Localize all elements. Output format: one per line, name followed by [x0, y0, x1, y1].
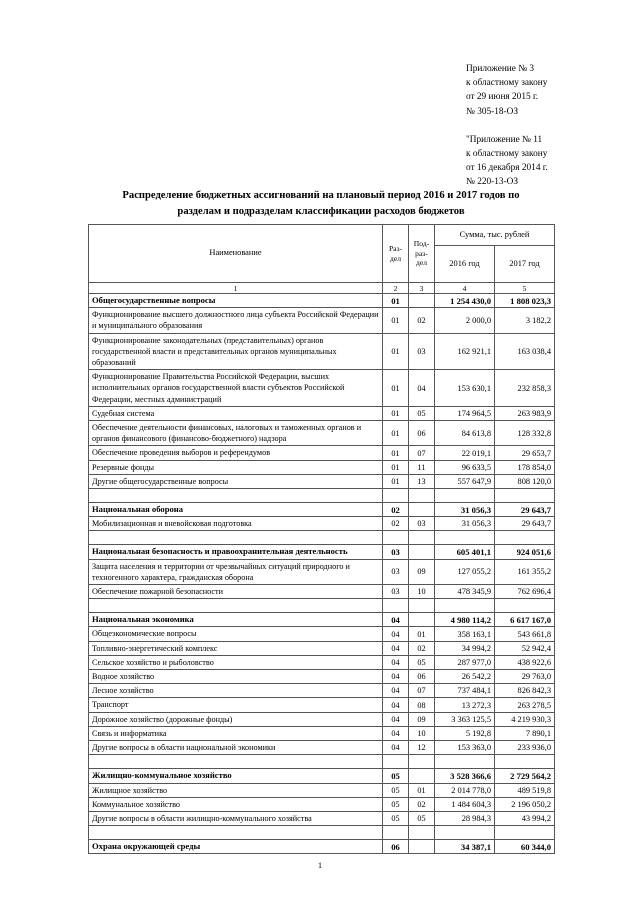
table-row — [89, 370, 555, 407]
cell-podrazdel: 09 — [409, 559, 435, 584]
cell-razdel: 01 — [383, 308, 409, 333]
cell-razdel: 01 — [383, 460, 409, 474]
cell-value-2016: 34 994,2 — [435, 641, 495, 655]
cell-value-2017: 2 729 564,2 — [495, 769, 555, 783]
cell-razdel: 04 — [383, 627, 409, 641]
column-header-podrazdel — [409, 225, 435, 283]
table-row — [89, 783, 555, 797]
cell-value-2017 — [495, 826, 555, 840]
cell-value-2017: 29 643,7 — [495, 503, 555, 517]
cell-value-2017: 163 038,4 — [495, 333, 555, 370]
cell-name: Обеспечение проведения выборов и референдумов — [89, 446, 383, 460]
cell-podrazdel — [409, 826, 435, 840]
cell-podrazdel — [409, 545, 435, 559]
cell-name: Обеспечение пожарной безопасности — [89, 585, 383, 599]
cell-razdel: 04 — [383, 670, 409, 684]
column-header-name: Наименование — [89, 225, 383, 283]
appendix-line: от 16 декабря 2014 г. — [466, 163, 548, 174]
table-row — [89, 811, 555, 825]
cell-value-2016: 2 014 778,0 — [435, 783, 495, 797]
page-title-line-2: разделам и подразделам классификации расходов бюджетов — [177, 206, 465, 217]
cell-name: Другие общегосударственные вопросы — [89, 474, 383, 488]
cell-name: Топливно-энергетический комплекс — [89, 641, 383, 655]
table-row-section — [89, 294, 555, 308]
cell-value-2016: 153 363,0 — [435, 741, 495, 755]
cell-name: Связь и информатика — [89, 726, 383, 740]
cell-value-2017 — [495, 531, 555, 545]
cell-name: Обеспечение деятельности финансовых, налоговых и таможенных органов и органов финансового (финансово-бюджетного) надзора — [89, 421, 383, 446]
appendix-line: к областному закону — [466, 149, 548, 160]
cell-razdel: 01 — [383, 370, 409, 407]
cell-podrazdel: 09 — [409, 712, 435, 726]
cell-podrazdel: 04 — [409, 370, 435, 407]
cell-razdel — [383, 755, 409, 769]
table-row — [89, 406, 555, 420]
cell-value-2016: 96 633,5 — [435, 460, 495, 474]
cell-value-2017: 29 643,7 — [495, 517, 555, 531]
appendix-line: № 305-18-ОЗ — [466, 106, 518, 117]
cell-podrazdel: 10 — [409, 726, 435, 740]
cell-name: Функционирование Правительства Российской Федерации, высших исполнительных органов государственной власти субъектов Российской Федерации, местных администраций — [89, 370, 383, 407]
cell-name — [89, 755, 383, 769]
cell-value-2017 — [495, 599, 555, 613]
cell-razdel: 05 — [383, 797, 409, 811]
cell-podrazdel: 08 — [409, 698, 435, 712]
cell-podrazdel — [409, 531, 435, 545]
cell-razdel: 04 — [383, 741, 409, 755]
cell-podrazdel: 13 — [409, 474, 435, 488]
podrazdel-line-3: дел — [415, 258, 428, 268]
cell-podrazdel: 07 — [409, 684, 435, 698]
cell-value-2017: 7 890,1 — [495, 726, 555, 740]
table-row-spacer — [89, 531, 555, 545]
cell-name: Судебная система — [89, 406, 383, 420]
cell-value-2016: 1 254 430,0 — [435, 294, 495, 308]
cell-podrazdel: 02 — [409, 641, 435, 655]
column-number-row — [89, 283, 555, 294]
cell-value-2017: 29 653,7 — [495, 446, 555, 460]
cell-value-2016: 3 363 125,5 — [435, 712, 495, 726]
cell-name: Мобилизационная и вневойсковая подготовка — [89, 517, 383, 531]
cell-name: Водное хозяйство — [89, 670, 383, 684]
table-row — [89, 460, 555, 474]
podrazdel-line-1: Под- — [413, 239, 430, 249]
cell-value-2016: 34 387,1 — [435, 840, 495, 854]
cell-razdel: 02 — [383, 503, 409, 517]
cell-razdel: 01 — [383, 333, 409, 370]
cell-name: Коммунальное хозяйство — [89, 797, 383, 811]
cell-name: Общеэкономические вопросы — [89, 627, 383, 641]
cell-name: Дорожное хозяйство (дорожные фонды) — [89, 712, 383, 726]
cell-value-2017: 808 120,0 — [495, 474, 555, 488]
cell-value-2017: 543 661,8 — [495, 627, 555, 641]
table-row — [89, 333, 555, 370]
cell-value-2017: 4 219 930,3 — [495, 712, 555, 726]
appendix-line: Приложение № 3 — [466, 64, 535, 74]
cell-value-2017 — [495, 489, 555, 503]
cell-value-2017: 826 842,3 — [495, 684, 555, 698]
razdel-line-2: дел — [389, 253, 402, 263]
cell-value-2017: 263 983,9 — [495, 406, 555, 420]
cell-razdel: 01 — [383, 406, 409, 420]
cell-value-2017: 178 854,0 — [495, 460, 555, 474]
table-row — [89, 670, 555, 684]
table-row — [89, 559, 555, 584]
column-number-1: 1 — [89, 283, 383, 294]
cell-value-2017: 161 355,2 — [495, 559, 555, 584]
cell-value-2016: 358 163,1 — [435, 627, 495, 641]
table-row-section — [89, 840, 555, 854]
cell-name: Функционирование высшего должностного лица субъекта Российской Федерации и муниципального образования — [89, 308, 383, 333]
column-header-year-2016: 2016 год — [435, 246, 495, 283]
cell-value-2016: 26 542,2 — [435, 670, 495, 684]
table-row — [89, 726, 555, 740]
cell-razdel: 03 — [383, 559, 409, 584]
cell-podrazdel: 12 — [409, 741, 435, 755]
cell-podrazdel — [409, 599, 435, 613]
cell-razdel — [383, 531, 409, 545]
cell-razdel — [383, 489, 409, 503]
cell-podrazdel: 05 — [409, 811, 435, 825]
cell-value-2016: 13 272,3 — [435, 698, 495, 712]
cell-value-2017 — [495, 755, 555, 769]
cell-value-2016: 127 055,2 — [435, 559, 495, 584]
cell-value-2017: 3 182,2 — [495, 308, 555, 333]
table-header — [89, 225, 555, 294]
table-row — [89, 308, 555, 333]
cell-razdel — [383, 599, 409, 613]
cell-value-2016: 1 484 604,3 — [435, 797, 495, 811]
cell-podrazdel: 02 — [409, 308, 435, 333]
cell-value-2016: 5 192,8 — [435, 726, 495, 740]
column-header-sum: Сумма, тыс. рублей — [435, 225, 555, 246]
cell-value-2016: 31 056,3 — [435, 517, 495, 531]
table-row — [89, 517, 555, 531]
table-row-section — [89, 613, 555, 627]
cell-value-2016 — [435, 826, 495, 840]
table-row — [89, 698, 555, 712]
cell-razdel: 04 — [383, 698, 409, 712]
cell-podrazdel: 06 — [409, 670, 435, 684]
razdel-line-1: Раз- — [388, 244, 403, 254]
cell-name: Национальная безопасность и правоохранительная деятельность — [89, 545, 383, 559]
table-row-spacer — [89, 826, 555, 840]
cell-value-2017: 762 696,4 — [495, 585, 555, 599]
appendix-line: "Приложение № 11 — [466, 134, 543, 145]
cell-razdel: 05 — [383, 811, 409, 825]
cell-value-2016: 153 630,1 — [435, 370, 495, 407]
cell-name — [89, 826, 383, 840]
table-row — [89, 655, 555, 669]
cell-value-2016: 605 401,1 — [435, 545, 495, 559]
cell-razdel: 03 — [383, 585, 409, 599]
cell-value-2016: 287 977,0 — [435, 655, 495, 669]
cell-name: Общегосударственные вопросы — [89, 294, 383, 308]
cell-value-2016: 4 980 114,2 — [435, 613, 495, 627]
table-body — [89, 294, 555, 854]
cell-podrazdel — [409, 294, 435, 308]
cell-value-2016 — [435, 489, 495, 503]
cell-razdel: 04 — [383, 641, 409, 655]
cell-value-2016: 557 647,9 — [435, 474, 495, 488]
cell-value-2017: 233 936,0 — [495, 741, 555, 755]
table-row — [89, 641, 555, 655]
page-title-line-1: Распределение бюджетных ассигнований на плановый период 2016 и 2017 годов по — [122, 190, 520, 201]
cell-podrazdel: 02 — [409, 797, 435, 811]
cell-podrazdel: 03 — [409, 517, 435, 531]
table-row-spacer — [89, 489, 555, 503]
cell-value-2016: 174 964,5 — [435, 406, 495, 420]
cell-razdel: 04 — [383, 655, 409, 669]
appendix-group-1 — [466, 62, 640, 119]
appendix-reference-block — [466, 62, 640, 190]
podrazdel-line-2: раз- — [415, 248, 428, 258]
cell-name: Жилищно-коммунальное хозяйство — [89, 769, 383, 783]
cell-value-2016 — [435, 531, 495, 545]
cell-podrazdel: 05 — [409, 655, 435, 669]
cell-podrazdel: 07 — [409, 446, 435, 460]
table-row — [89, 474, 555, 488]
cell-value-2016: 737 484,1 — [435, 684, 495, 698]
cell-name: Другие вопросы в области национальной экономики — [89, 741, 383, 755]
table-row — [89, 446, 555, 460]
cell-name: Резервные фонды — [89, 460, 383, 474]
cell-razdel: 01 — [383, 421, 409, 446]
table-row — [89, 797, 555, 811]
page-title — [90, 188, 552, 220]
cell-value-2017: 43 994,2 — [495, 811, 555, 825]
cell-podrazdel: 03 — [409, 333, 435, 370]
cell-podrazdel: 01 — [409, 783, 435, 797]
table-row-spacer — [89, 755, 555, 769]
cell-value-2016 — [435, 755, 495, 769]
cell-razdel: 04 — [383, 613, 409, 627]
cell-podrazdel — [409, 840, 435, 854]
column-number-2: 2 — [383, 283, 409, 294]
cell-name — [89, 599, 383, 613]
cell-value-2016: 2 000,0 — [435, 308, 495, 333]
cell-podrazdel — [409, 769, 435, 783]
table-row — [89, 712, 555, 726]
column-number-4: 4 — [435, 283, 495, 294]
cell-value-2017: 263 278,5 — [495, 698, 555, 712]
cell-value-2017: 52 942,4 — [495, 641, 555, 655]
cell-razdel: 03 — [383, 545, 409, 559]
cell-name: Национальная экономика — [89, 613, 383, 627]
column-number-5: 5 — [495, 283, 555, 294]
column-header-razdel — [383, 225, 409, 283]
cell-name: Лесное хозяйство — [89, 684, 383, 698]
table-row-spacer — [89, 599, 555, 613]
cell-value-2017: 2 196 050,2 — [495, 797, 555, 811]
table-row-section — [89, 503, 555, 517]
cell-name: Другие вопросы в области жилищно-коммунального хозяйства — [89, 811, 383, 825]
column-header-year-2017: 2017 год — [495, 246, 555, 283]
cell-razdel: 04 — [383, 726, 409, 740]
cell-value-2016: 84 613,8 — [435, 421, 495, 446]
cell-razdel: 01 — [383, 446, 409, 460]
cell-podrazdel: 05 — [409, 406, 435, 420]
cell-podrazdel: 06 — [409, 421, 435, 446]
cell-value-2017: 6 617 167,0 — [495, 613, 555, 627]
cell-razdel — [383, 826, 409, 840]
cell-podrazdel: 10 — [409, 585, 435, 599]
cell-razdel: 04 — [383, 684, 409, 698]
cell-name: Функционирование законодательных (представительных) органов государственной власти и представительных органов муниципальных образований — [89, 333, 383, 370]
appendix-group-2 — [466, 133, 640, 190]
budget-table-container — [88, 224, 554, 854]
cell-value-2017: 29 763,0 — [495, 670, 555, 684]
cell-value-2017: 1 808 023,3 — [495, 294, 555, 308]
cell-name: Охрана окружающей среды — [89, 840, 383, 854]
cell-value-2017: 128 332,8 — [495, 421, 555, 446]
cell-value-2016: 478 345,9 — [435, 585, 495, 599]
cell-value-2016: 162 921,1 — [435, 333, 495, 370]
budget-allocation-table — [88, 224, 555, 854]
cell-value-2017: 232 858,3 — [495, 370, 555, 407]
cell-razdel: 01 — [383, 474, 409, 488]
cell-name: Сельское хозяйство и рыболовство — [89, 655, 383, 669]
cell-podrazdel: 01 — [409, 627, 435, 641]
cell-razdel: 04 — [383, 712, 409, 726]
cell-value-2017: 489 519,8 — [495, 783, 555, 797]
appendix-line: № 220-13-ОЗ — [466, 177, 518, 188]
cell-value-2017: 924 051,6 — [495, 545, 555, 559]
cell-value-2017: 438 922,6 — [495, 655, 555, 669]
cell-name: Национальная оборона — [89, 503, 383, 517]
appendix-line: от 29 июня 2015 г. — [466, 92, 539, 103]
cell-podrazdel — [409, 613, 435, 627]
table-row — [89, 585, 555, 599]
table-row-section — [89, 545, 555, 559]
cell-podrazdel: 11 — [409, 460, 435, 474]
table-row — [89, 684, 555, 698]
cell-razdel: 06 — [383, 840, 409, 854]
cell-name: Транспорт — [89, 698, 383, 712]
cell-podrazdel — [409, 503, 435, 517]
cell-value-2017: 60 344,0 — [495, 840, 555, 854]
cell-razdel: 02 — [383, 517, 409, 531]
appendix-line: к областному закону — [466, 78, 548, 89]
cell-value-2016: 3 528 366,6 — [435, 769, 495, 783]
table-row — [89, 627, 555, 641]
cell-value-2016: 28 984,3 — [435, 811, 495, 825]
cell-name — [89, 489, 383, 503]
table-row — [89, 421, 555, 446]
cell-razdel: 05 — [383, 783, 409, 797]
cell-podrazdel — [409, 755, 435, 769]
table-row-section — [89, 769, 555, 783]
cell-name: Защита населения и территории от чрезвычайных ситуаций природного и техногенного характера, гражданская оборона — [89, 559, 383, 584]
page-number: 1 — [317, 860, 323, 870]
column-number-3: 3 — [409, 283, 435, 294]
cell-value-2016 — [435, 599, 495, 613]
cell-value-2016: 31 056,3 — [435, 503, 495, 517]
cell-razdel: 01 — [383, 294, 409, 308]
cell-podrazdel — [409, 489, 435, 503]
cell-razdel: 05 — [383, 769, 409, 783]
cell-name: Жилищное хозяйство — [89, 783, 383, 797]
cell-name — [89, 531, 383, 545]
cell-value-2016: 22 019,1 — [435, 446, 495, 460]
table-row — [89, 741, 555, 755]
